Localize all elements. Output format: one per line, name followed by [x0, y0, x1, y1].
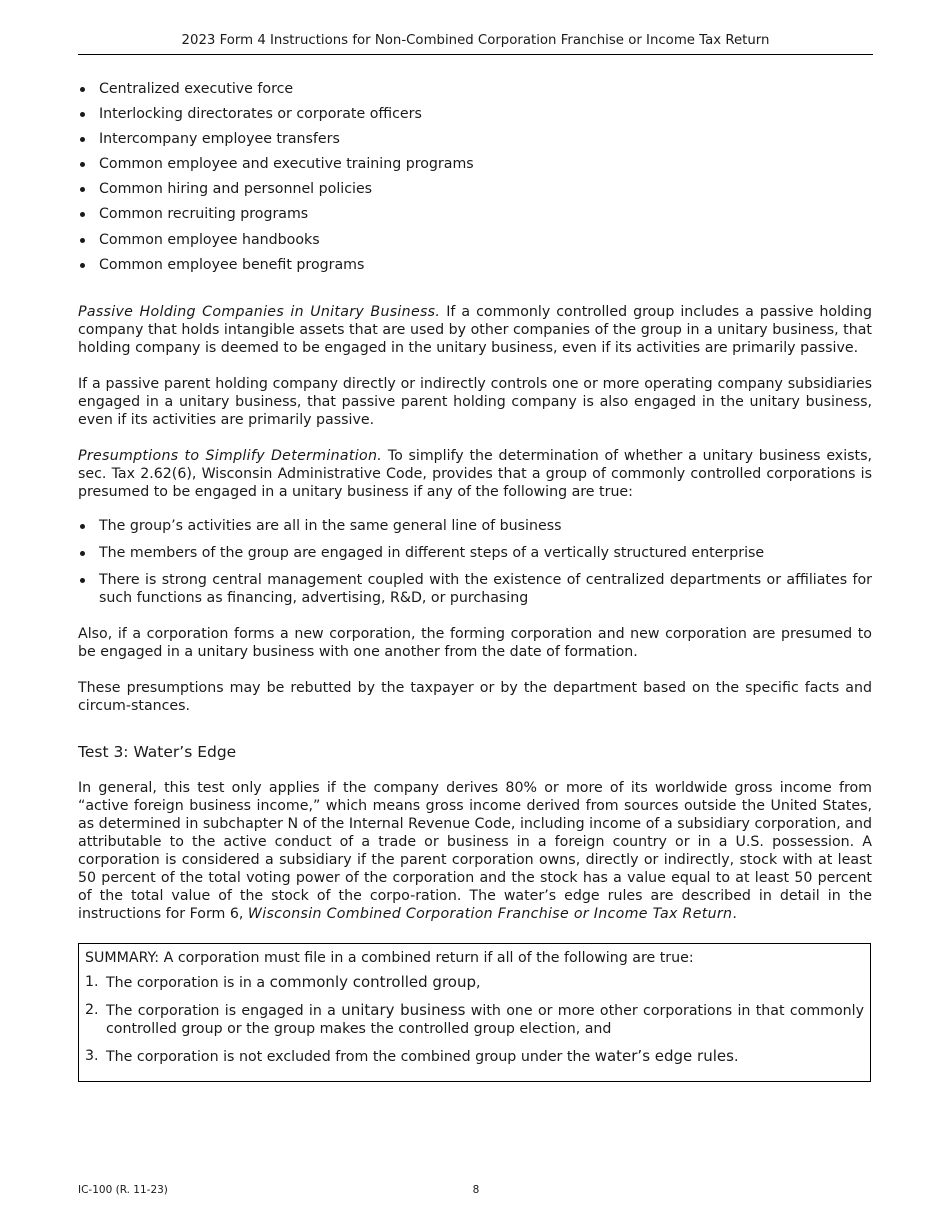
- presumptions-text: To simplify the determination of whether a unitary business exists, sec. Tax 2.62(6), Wisconsin Administrative Code, provides that a group of commonly controlled corporations is presumed to be engaged in a unitary business if any of the following are true:: [78, 448, 873, 500]
- list-item: Centralized executive force: [78, 79, 873, 104]
- summary-lead-text: A corporation must file in a combined return if all of the following are true:: [159, 950, 694, 966]
- list-item: Intercompany employee transfers: [78, 129, 873, 154]
- list-item: Common recruiting programs: [78, 204, 873, 229]
- list-item: Common employee and executive training programs: [78, 154, 873, 179]
- rebuttal-paragraph: These presumptions may be rebutted by the taxpayer or by the department based on the specific facts and circum-stances.: [78, 680, 872, 714]
- section-heading-test3: Test 3: Water’s Edge: [78, 743, 237, 761]
- page-header: 2023 Form 4 Instructions for Non-Combined Corporation Franchise or Income Tax Return: [78, 33, 873, 55]
- list-item: [85, 1047, 864, 1066]
- item-text-end: ,: [476, 975, 481, 991]
- presumptions-paragraph: [78, 447, 872, 501]
- summary-list: [85, 973, 864, 1066]
- passive-holding-text: If a commonly controlled group includes a passive holding company that holds intangible assets that are used by other companies of the group in a unitary business, that holding company is deemed to be engaged in the unitary business, even if its activities are primarily passive.: [78, 304, 872, 356]
- presumptions-list: [78, 517, 872, 616]
- waters-edge-end: .: [732, 906, 737, 922]
- form6-title: Wisconsin Combined Corporation Franchise or Income Tax Return: [247, 906, 733, 922]
- list-item: Common employee benefit programs: [78, 255, 873, 280]
- form-id: IC-100 (R. 11-23): [78, 1184, 168, 1196]
- list-item: [85, 973, 864, 992]
- list-item: [85, 1001, 864, 1038]
- new-corporation-paragraph: Also, if a corporation forms a new corporation, the forming corporation and new corporation are presumed to be engaged in a unitary business with one another from the date of formation.: [78, 626, 872, 660]
- list-item: Interlocking directorates or corporate officers: [78, 104, 873, 129]
- list-item: The members of the group are engaged in different steps of a vertically structured enterprise: [78, 544, 872, 562]
- passive-holding-heading: Passive Holding Companies in Unitary Business.: [78, 304, 441, 320]
- passive-holding-paragraph: [78, 303, 872, 357]
- summary-lead: [85, 949, 864, 967]
- list-item: There is strong central management coupled with the existence of centralized departments or affiliates for such functions as financing, advertising, R&D, or purchasing: [78, 571, 872, 607]
- item-number: 1.: [85, 974, 99, 990]
- item-text-end: .: [733, 1049, 739, 1065]
- item-term: unitary business: [341, 1001, 466, 1019]
- waters-edge-text: In general, this test only applies if the company derives 80% or more of its worldwide gross income from “active foreign business income,” which means gross income derived from sources outside the United States, as determined in subchapter N of the Internal Revenue Code, including income of a subsidiary corporation, and attributable to the active conduct of a trade or business in a foreign country or in a U.S. possession. A corporation is considered a subsidiary if the parent corporation owns, directly or indirectly, stock with at least 50 percent of the total voting power of the corporation and the stock has a value equal to at least 50 percent of the total value of the stock of the corpo-ration. The water’s edge rules are described in detail in the instructions for Form 6,: [78, 780, 872, 922]
- summary-box: [78, 943, 871, 1082]
- summary-label: SUMMARY:: [85, 950, 160, 966]
- presumptions-heading: Presumptions to Simplify Determination.: [78, 448, 383, 464]
- item-text-end: with one or more other corporations in that commonly controlled group or the group makes the controlled group election, and: [106, 1003, 864, 1037]
- page-number: 8: [472, 1184, 480, 1196]
- item-number: 3.: [85, 1048, 99, 1064]
- item-number: 2.: [85, 1002, 99, 1018]
- unitary-factors-list: [78, 79, 873, 280]
- item-text: The corporation is in a: [106, 975, 270, 991]
- item-text: The corporation is not excluded from the combined group under the: [106, 1049, 595, 1065]
- list-item: Common hiring and personnel policies: [78, 179, 873, 204]
- waters-edge-paragraph: [78, 779, 872, 923]
- item-term: commonly controlled group: [269, 973, 476, 991]
- passive-parent-paragraph: If a passive parent holding company directly or indirectly controls one or more operating company subsidiaries engaged in a unitary business, that passive parent holding company is also engaged in the unitary business, even if its activities are primarily passive.: [78, 376, 872, 428]
- list-item: The group’s activities are all in the same general line of business: [78, 517, 872, 535]
- item-text: The corporation is engaged in a: [106, 1003, 342, 1019]
- list-item: Common employee handbooks: [78, 230, 873, 255]
- item-term: water’s edge rules: [594, 1047, 734, 1065]
